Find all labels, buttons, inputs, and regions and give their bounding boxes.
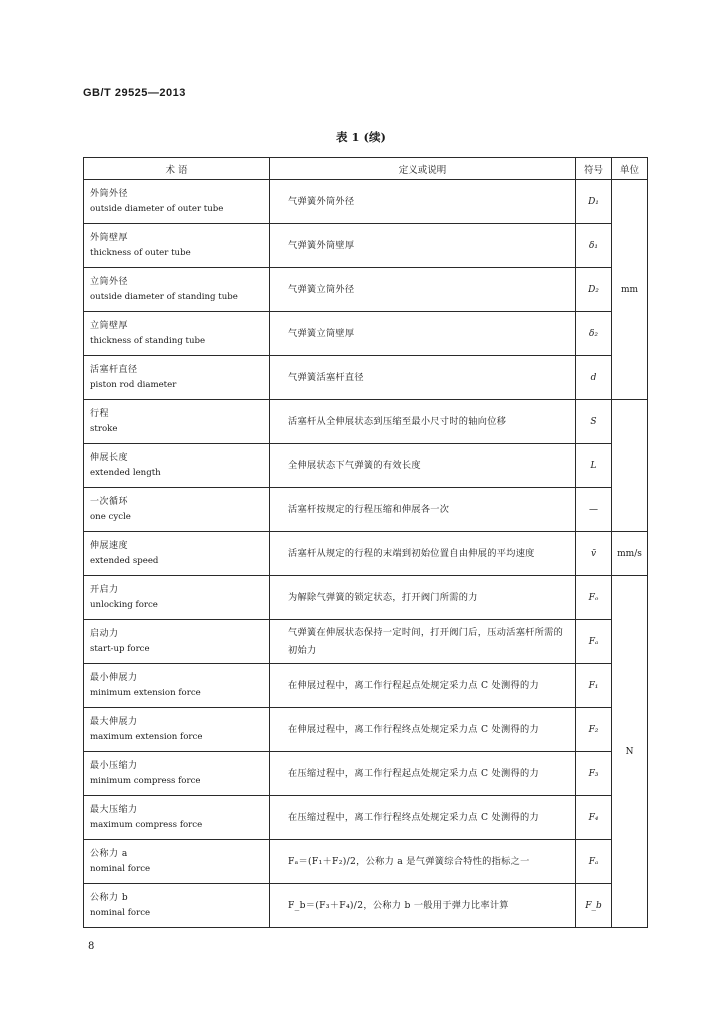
term-english: nominal force (90, 907, 151, 918)
unit-cell-mm: mm (612, 180, 648, 400)
term-cell (84, 708, 270, 752)
unit-cell-speed: mm/s (612, 532, 648, 576)
definition-cell: 气弹簧立筒外径 (270, 268, 576, 312)
definition-cell: 为解除气弹簧的锁定状态，打开阀门所需的力 (270, 576, 576, 620)
term-chinese: 立筒外径 (90, 276, 129, 287)
table-row (84, 840, 648, 884)
term-english: thickness of outer tube (90, 247, 191, 258)
column-header-symbol: 符号 (576, 158, 612, 180)
term-cell (84, 268, 270, 312)
table-row (84, 224, 648, 268)
table-row (84, 444, 648, 488)
term-english: piston rod diameter (90, 379, 177, 390)
definition-cell: 气弹簧在伸展状态保持一定时间，打开阀门后，压动活塞杆所需的初始力 (270, 620, 576, 664)
table-row (84, 356, 648, 400)
terms-table (83, 157, 648, 928)
term-english: extended speed (90, 555, 159, 566)
term-english: maximum extension force (90, 731, 203, 742)
term-chinese: 伸展速度 (90, 540, 129, 551)
term-cell (84, 576, 270, 620)
unit-cell-empty (612, 400, 648, 532)
definition-cell: 气弹簧外筒壁厚 (270, 224, 576, 268)
term-cell (84, 884, 270, 928)
symbol-cell: d (576, 356, 612, 400)
term-english: extended length (90, 467, 161, 478)
term-cell (84, 180, 270, 224)
term-chinese: 最小伸展力 (90, 672, 138, 683)
term-english: minimum extension force (90, 687, 201, 698)
symbol-cell: — (576, 488, 612, 532)
symbol-cell: Fₐ (576, 620, 612, 664)
table-row (84, 708, 648, 752)
definition-cell: 在压缩过程中，离工作行程终点处规定采力点 C 处测得的力 (270, 796, 576, 840)
symbol-cell: δ₂ (576, 312, 612, 356)
symbol-cell: F₂ (576, 708, 612, 752)
table-caption: 表 1 (续) (336, 130, 386, 144)
term-chinese: 活塞杆直径 (90, 364, 138, 375)
definition-cell: F_b＝(F₃＋F₄)/2，公称力 b 一般用于弹力比率计算 (270, 884, 576, 928)
term-english: one cycle (90, 511, 131, 522)
symbol-cell: F₃ (576, 752, 612, 796)
term-chinese: 最大伸展力 (90, 716, 138, 727)
table-row (84, 796, 648, 840)
term-cell (84, 664, 270, 708)
page-number: 8 (88, 941, 95, 952)
symbol-cell: D₂ (576, 268, 612, 312)
table-row (84, 180, 648, 224)
table-row (84, 268, 648, 312)
term-english: maximum compress force (90, 819, 203, 830)
term-chinese: 最小压缩力 (90, 760, 138, 771)
table-row (84, 488, 648, 532)
term-chinese: 外筒壁厚 (90, 232, 129, 243)
table-header-row (84, 158, 648, 180)
symbol-cell: Fₒ (576, 576, 612, 620)
term-chinese: 立筒壁厚 (90, 320, 129, 331)
symbol-cell: δ₁ (576, 224, 612, 268)
term-chinese: 一次循环 (90, 496, 129, 507)
term-cell (84, 224, 270, 268)
symbol-cell: v̄ (576, 532, 612, 576)
symbol-cell: S (576, 400, 612, 444)
definition-cell: 在伸展过程中，离工作行程终点处规定采力点 C 处测得的力 (270, 708, 576, 752)
term-english: start-up force (90, 643, 150, 654)
standard-number: GB/T 29525—2013 (83, 87, 186, 99)
definition-cell: 活塞杆从规定的行程的末端到初始位置自由伸展的平均速度 (270, 532, 576, 576)
term-chinese: 最大压缩力 (90, 804, 138, 815)
symbol-cell: D₁ (576, 180, 612, 224)
table-row (84, 576, 648, 620)
term-cell (84, 796, 270, 840)
term-cell (84, 620, 270, 664)
symbol-cell: F₁ (576, 664, 612, 708)
term-cell (84, 444, 270, 488)
term-chinese: 公称力 a (90, 848, 128, 859)
term-cell (84, 400, 270, 444)
term-english: unlocking force (90, 599, 158, 610)
table-row (84, 620, 648, 664)
term-chinese: 外筒外径 (90, 188, 129, 199)
term-chinese: 伸展长度 (90, 452, 129, 463)
definition-cell: 在伸展过程中，离工作行程起点处规定采力点 C 处测得的力 (270, 664, 576, 708)
term-english: outside diameter of outer tube (90, 203, 224, 214)
definition-cell: 气弹簧活塞杆直径 (270, 356, 576, 400)
column-header-unit: 单位 (612, 158, 648, 180)
symbol-cell: Fₐ (576, 840, 612, 884)
term-chinese: 启动力 (90, 628, 119, 639)
term-chinese: 开启力 (90, 584, 119, 595)
definition-cell: 活塞杆从全伸展状态到压缩至最小尺寸时的轴向位移 (270, 400, 576, 444)
definition-cell: 活塞杆按规定的行程压缩和伸展各一次 (270, 488, 576, 532)
term-chinese: 公称力 b (90, 892, 129, 903)
definition-cell: Fₐ＝(F₁＋F₂)/2，公称力 a 是气弹簧综合特性的指标之一 (270, 840, 576, 884)
column-header-definition: 定义或说明 (270, 158, 576, 180)
table-row (84, 312, 648, 356)
symbol-cell: L (576, 444, 612, 488)
table-row (84, 884, 648, 928)
table-row (84, 400, 648, 444)
definition-cell: 在压缩过程中，离工作行程起点处规定采力点 C 处测得的力 (270, 752, 576, 796)
term-english: outside diameter of standing tube (90, 291, 238, 302)
term-chinese: 行程 (90, 408, 110, 419)
unit-cell-force: N (612, 576, 648, 928)
table-row (84, 532, 648, 576)
definition-cell: 全伸展状态下气弹簧的有效长度 (270, 444, 576, 488)
term-english: thickness of standing tube (90, 335, 206, 346)
term-english: minimum compress force (90, 775, 201, 786)
term-cell (84, 356, 270, 400)
term-english: nominal force (90, 863, 151, 874)
term-cell (84, 312, 270, 356)
term-cell (84, 532, 270, 576)
table-row (84, 664, 648, 708)
term-cell (84, 752, 270, 796)
symbol-cell: F₄ (576, 796, 612, 840)
column-header-term: 术 语 (84, 158, 270, 180)
table-row (84, 752, 648, 796)
term-cell (84, 840, 270, 884)
definition-cell: 气弹簧立筒壁厚 (270, 312, 576, 356)
term-cell (84, 488, 270, 532)
definition-cell: 气弹簧外筒外径 (270, 180, 576, 224)
symbol-cell: F_b (576, 884, 612, 928)
term-english: stroke (90, 423, 118, 434)
